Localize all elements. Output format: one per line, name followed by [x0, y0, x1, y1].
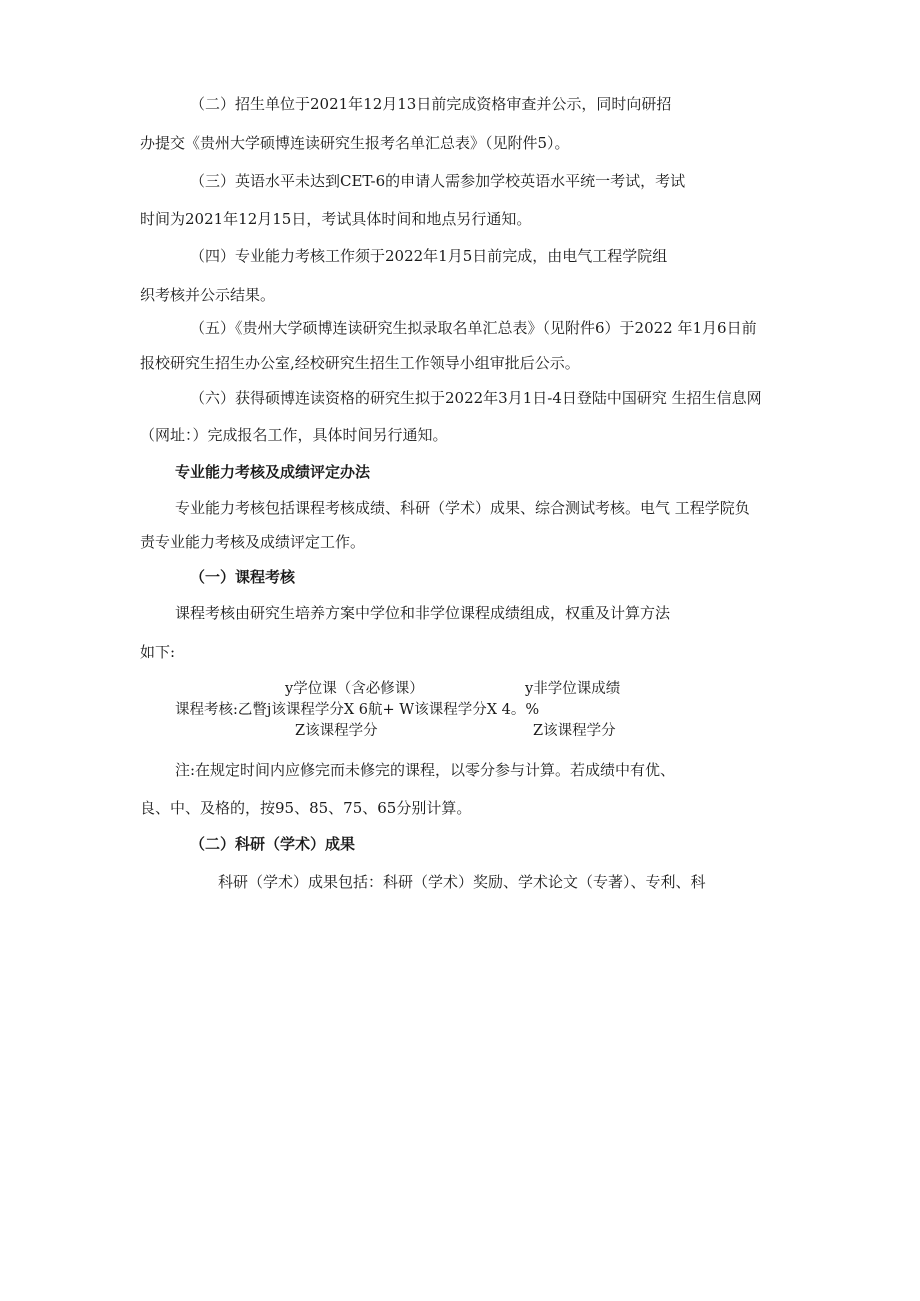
formula-denominator-nondegree: Z该课程学分: [533, 723, 616, 739]
formula-main: 课程考核:乙瞥j该课程学分X 6航+ W该课程学分X 4。%: [175, 702, 540, 718]
paragraph-line: （四）专业能力考核工作须于2022年1月5日前完成，由电气工程学院组: [190, 247, 668, 265]
paragraph-line: 时间为2021年12月15日，考试具体时间和地点另行通知。: [140, 210, 532, 228]
paragraph-line: 良、中、及格的，按95、85、75、65分别计算。: [140, 799, 472, 817]
formula-denominator-degree: Z该课程学分: [295, 723, 378, 739]
paragraph-line: 报校研究生招生办公室,经校研究生招生工作领导小组审批后公示。: [140, 354, 580, 372]
paragraph-line: （五）《贵州大学硕博连读研究生拟录取名单汇总表》（见附件6）于2022 年1月6日前: [190, 319, 757, 337]
subsection-heading: （一）课程考核: [190, 568, 296, 586]
paragraph-line: （二）招生单位于2021年12月13日前完成资格审查并公示，同时向研招: [190, 95, 672, 113]
formula-numerator-nondegree: y非学位课成绩: [525, 681, 621, 697]
paragraph-line: （三）英语水平未达到CET-6的申请人需参加学校英语水平统一考试，考试: [190, 172, 686, 190]
paragraph-line: （网址：）完成报名工作，具体时间另行通知。: [140, 426, 448, 444]
paragraph-line: 专业能力考核包括课程考核成绩、科研（学术）成果、综合测试考核。电气 工程学院负: [175, 499, 750, 517]
section-heading: 专业能力考核及成绩评定办法: [175, 463, 371, 481]
paragraph-line: 织考核并公示结果。: [140, 286, 276, 304]
paragraph-line: 课程考核由研究生培养方案中学位和非学位课程成绩组成，权重及计算方法: [175, 604, 671, 622]
subsection-heading: （二）科研（学术）成果: [190, 835, 356, 853]
paragraph-line: 责专业能力考核及成绩评定工作。: [140, 533, 366, 551]
paragraph-line: 办提交《贵州大学硕博连读研究生报考名单汇总表》（见附件5）。: [140, 134, 570, 152]
paragraph-line: 科研（学术）成果包括：科研（学术）奖励、学术论文（专著）、专利、科: [218, 873, 706, 891]
paragraph-line: （六）获得硕博连读资格的研究生拟于2022年3月1日-4日登陆中国研究 生招生信息网: [190, 389, 762, 407]
formula-numerator-degree: y学位课（含必修课）: [285, 681, 424, 697]
paragraph-line: 如下:: [140, 643, 176, 661]
paragraph-line: 注:在规定时间内应修完而未修完的课程，以零分参与计算。若成绩中有优、: [175, 761, 676, 779]
